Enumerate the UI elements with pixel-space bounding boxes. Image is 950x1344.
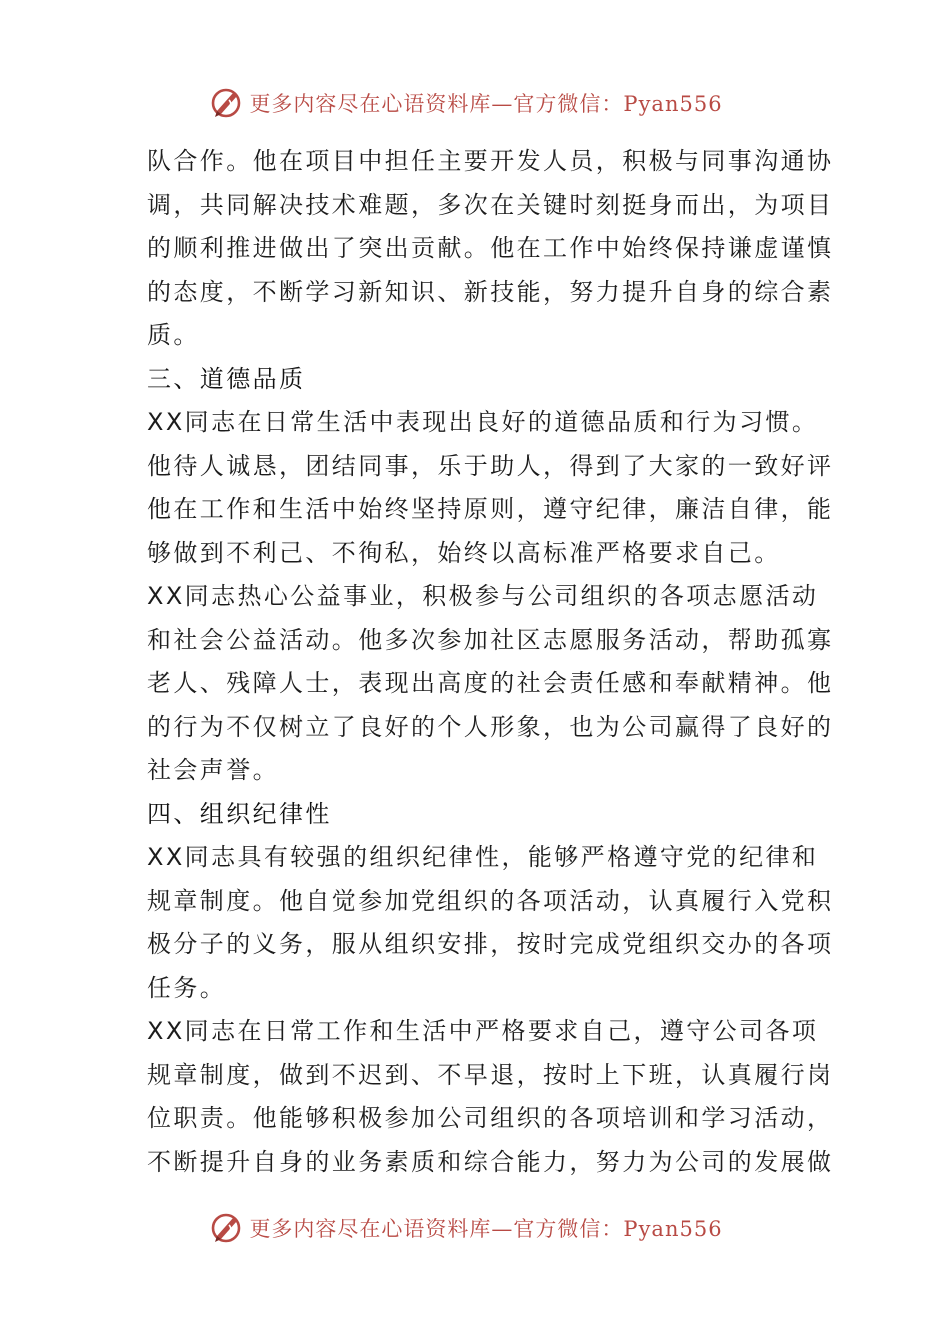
text-line: XX同志具有较强的组织纪律性，能够严格遵守党的纪律和 (147, 843, 819, 871)
text-line: XX同志热心公益事业，积极参与公司组织的各项志愿活动 (147, 582, 819, 610)
header-watermark-banner (0, 83, 950, 123)
text-line: 的行为不仅树立了良好的个人形象，也为公司赢得了良好的 (147, 712, 834, 741)
section-heading: 四、组织纪律性 (147, 799, 332, 828)
text-line: 的顺利推进做出了突出贡献。他在工作中始终保持谦虚谨慎 (147, 234, 834, 262)
text-line: 队合作。他在项目中担任主要开发人员，积极与同事沟通协 (147, 147, 834, 175)
text-line: 规章制度。他自觉参加党组织的各项活动，认真履行入党积 (147, 886, 834, 915)
text-line: XX同志在日常生活中表现出良好的道德品质和行为习惯。 (147, 408, 819, 436)
watermark-text: 更多内容尽在心语资料库—官方微信：Pyan556 (249, 1217, 723, 1241)
text-line: 规章制度，做到不迟到、不早退，按时上下班，认真履行岗 (147, 1060, 834, 1089)
watermark-text: 更多内容尽在心语资料库—官方微信：Pyan556 (249, 92, 723, 116)
section-heading: 三、道德品质 (147, 364, 306, 393)
text-line: 的态度，不断学习新知识、新技能，努力提升自身的综合素 (147, 277, 834, 306)
text-line: 位职责。他能够积极参加公司组织的各项培训和学习活动， (147, 1104, 834, 1132)
text-line: 够做到不利己、不徇私，始终以高标准严格要求自己。 (147, 538, 781, 567)
pen-circle-logo-icon (209, 86, 243, 120)
text-line: 极分子的义务，服从组织安排，按时完成党组织交办的各项 (147, 930, 834, 958)
text-line: XX同志在日常工作和生活中严格要求自己，遵守公司各项 (147, 1017, 819, 1045)
footer-watermark-banner (0, 1208, 950, 1248)
text-line: 他在工作和生活中始终坚持原则，遵守纪律，廉洁自律，能 (147, 495, 834, 523)
text-line: 质。 (147, 321, 200, 349)
text-line: 任务。 (147, 973, 227, 1002)
text-line: 不断提升自身的业务素质和综合能力，努力为公司的发展做 (147, 1147, 834, 1176)
text-line: 调，共同解决技术难题，多次在关键时刻挺身而出，为项目 (147, 190, 834, 219)
text-line: 老人、残障人士，表现出高度的社会责任感和奉献精神。他 (147, 669, 834, 697)
text-line: 社会声誉。 (147, 756, 279, 784)
pen-circle-logo-icon (209, 1211, 243, 1245)
text-line: 和社会公益活动。他多次参加社区志愿服务活动，帮助孤寡 (147, 625, 834, 654)
document-body (147, 140, 834, 1184)
text-line: 他待人诚恳，团结同事，乐于助人，得到了大家的一致好评 (147, 451, 834, 480)
